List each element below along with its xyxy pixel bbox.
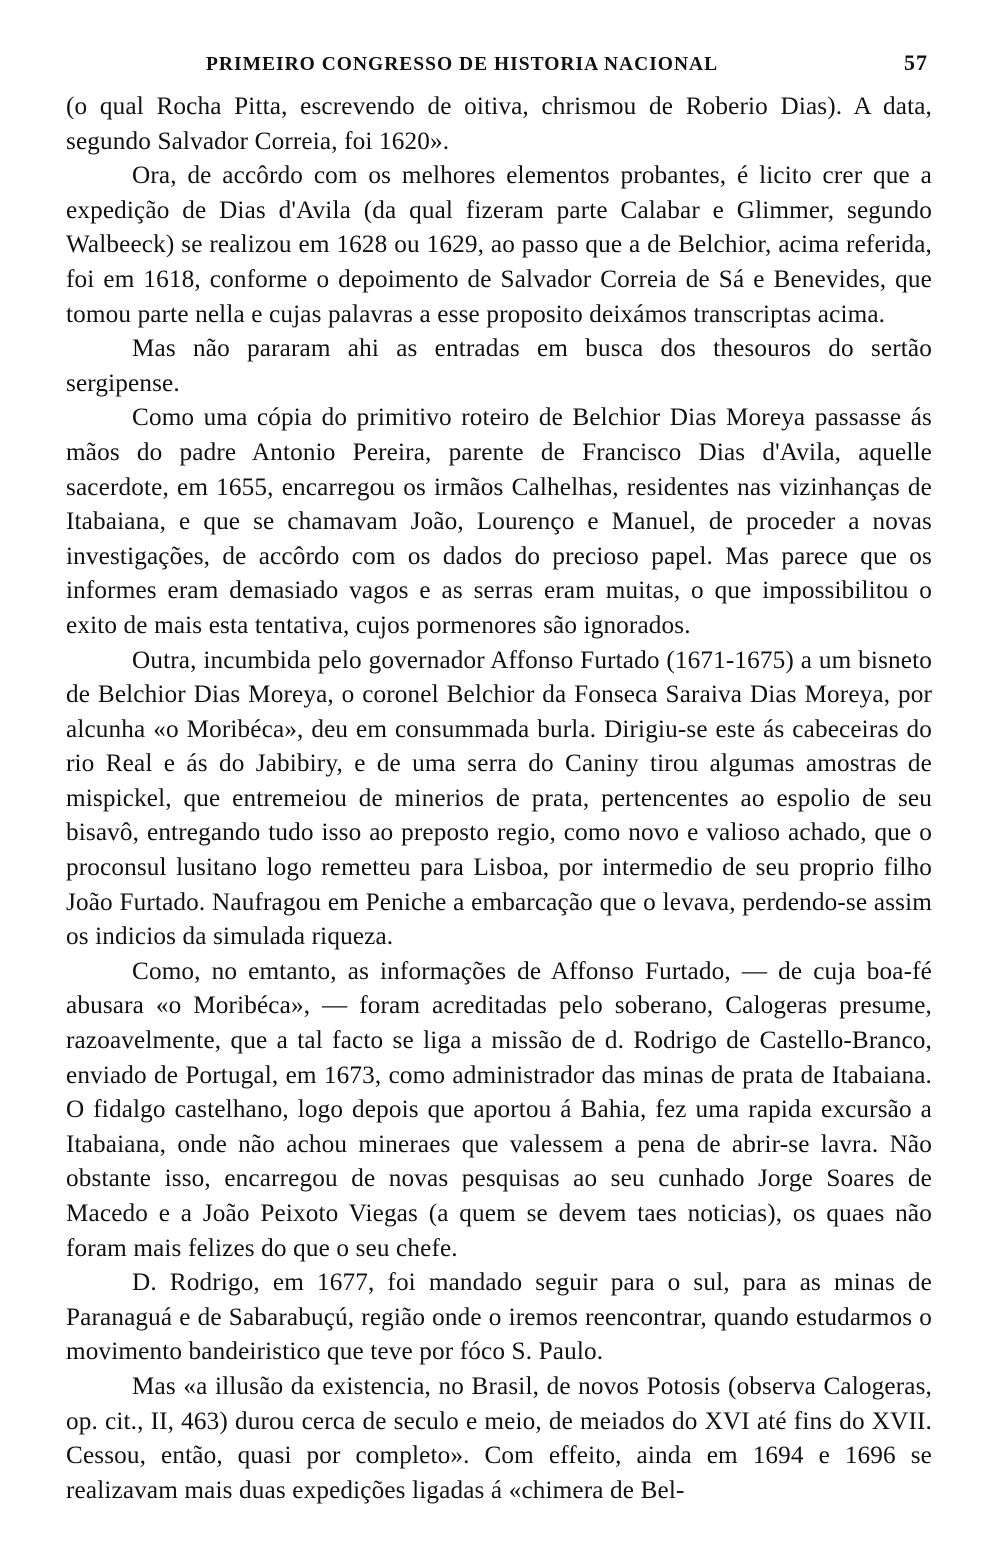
book-page [66,50,932,1508]
header-title: PRIMEIRO CONGRESSO DE HISTORIA NACIONAL [206,54,719,75]
paragraph: (o qual Rocha Pitta, escrevendo de oitiva, chrismou de Roberio Dias). A data, segundo Salvador Correia, foi 1620». [66,93,932,155]
paragraph: D. Rodrigo, em 1677, foi mandado seguir para o sul, para as minas de Paranaguá e de Sabarabuçú, região onde o iremos reencontrar, quando estudarmos o movimento bandeiristico que teve por fóco S. Paulo. [66,1269,932,1366]
paragraph: Mas «a illusão da existencia, no Brasil, de novos Potosis (observa Calogeras, op. cit., II, 463) durou cerca de seculo e meio, de meiados do XVI até fins do XVII. Cessou, então, quasi por completo». Com effeito, ainda em 1694 e 1696 se realizavam mais duas expedições ligadas á «chimera de Bel- [66,1372,932,1504]
body-text [66,90,932,1508]
paragraph: Como uma cópia do primitivo roteiro de Belchior Dias Moreya passasse ás mãos do padre Antonio Pereira, parente de Francisco Dias d'Avila, aquelle sacerdote, em 1655, encarregou os irmãos Calhelhas, residentes nas vizinhanças de Itabaiana, e que se chamavam João, Lourenço e Manuel, de proceder a novas investigações, de accôrdo com os dados do precioso papel. Mas parece que os informes eram demasiado vagos e as serras eram muitas, o que impossibilitou o exito de mais esta tentativa, cujos pormenores são ignorados. [66,404,932,639]
paragraph: Ora, de accôrdo com os melhores elementos probantes, é licito crer que a expedição de Dias d'Avila (da qual fizeram parte Calabar e Glimmer, segundo Walbeeck) se realizou em 1628 ou 1629, ao passo que a de Belchior, acima referida, foi em 1618, conforme o depoimento de Salvador Correia de Sá e Benevides, que tomou parte nella e cujas palavras a esse proposito deixámos transcriptas acima. [66,162,932,328]
paragraph: Mas não pararam ahi as entradas em busca dos thesouros do sertão sergipense. [66,335,932,397]
paragraph: Como, no emtanto, as informações de Affonso Furtado, — de cuja boa-fé abusara «o Moribéca», — foram acreditadas pelo soberano, Calogeras presume, razoavelmente, que a tal facto se liga a missão de d. Rodrigo de Castello-Branco, enviado de Portugal, em 1673, como administrador das minas de prata de Itabaiana. O fidalgo castelhano, logo depois que aportou á Bahia, fez uma rapida excursão a Itabaiana, onde não achou mineraes que valessem a pena de abrir-se lavra. Não obstante isso, encarregou de novas pesquisas ao seu cunhado Jorge Soares de Macedo e a João Peixoto Viegas (a quem se devem taes noticias), os quaes não foram mais felizes do que o seu chefe. [66,957,932,1262]
page-number: 57 [904,50,928,75]
paragraph: Outra, incumbida pelo governador Affonso Furtado (1671-1675) a um bisneto de Belchior Dias Moreya, o coronel Belchior da Fonseca Saraiva Dias Moreya, por alcunha «o Moribéca», deu em consummada burla. Dirigiu-se este ás cabeceiras do rio Real e ás do Jabibiry, e de uma serra do Caniny tirou algumas amostras de mispickel, que entremeiou de minerios de prata, pertencentes ao espolio de seu bisavô, entregando tudo isso ao preposto regio, como novo e valioso achado, que o proconsul lusitano logo remetteu para Lisboa, por intermedio de seu proprio filho João Furtado. Naufragou em Peniche a embarcação que o levava, perdendo-se assim os indicios da simulada riqueza. [66,646,932,951]
running-header [66,50,932,90]
